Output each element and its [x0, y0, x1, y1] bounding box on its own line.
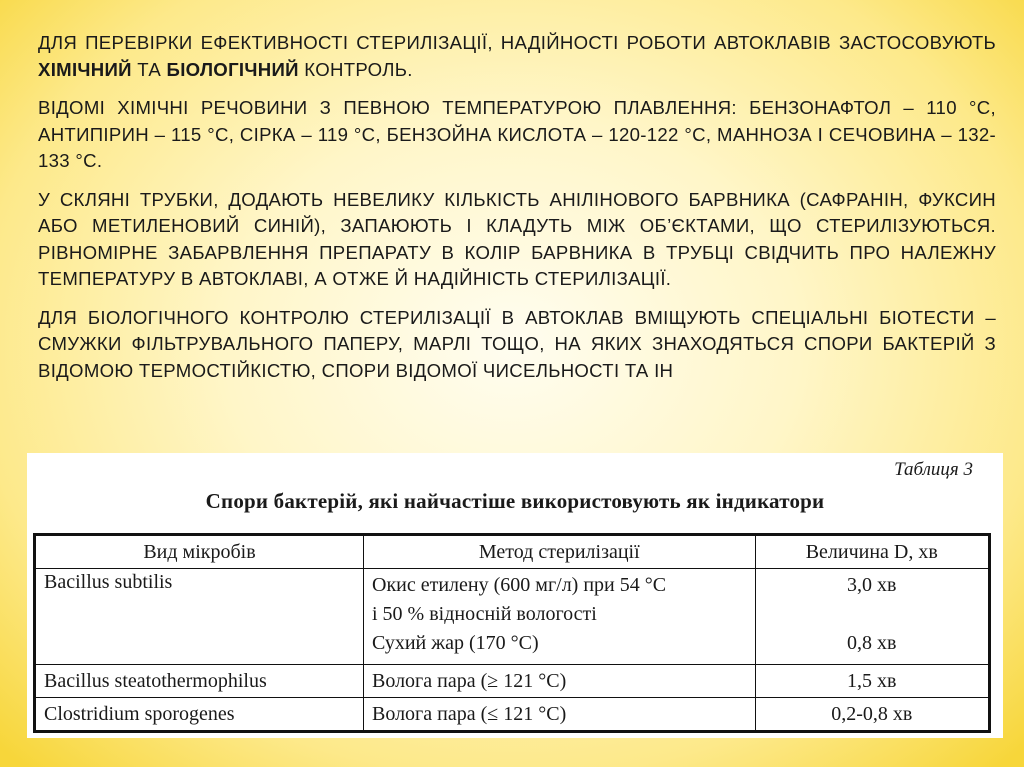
- paragraph-text: ТА: [131, 58, 167, 80]
- table-row: [35, 665, 990, 698]
- paragraph-melting-points: ВІДОМІ ХІМІЧНІ РЕЧОВИНИ З ПЕВНОЮ ТЕМПЕРАТУРОЮ ПЛАВЛЕННЯ: БЕНЗОНАФТОЛ – 110 °С, АНТИПІРИН – 115 °С, СІРКА – 119 °С, БЕНЗОЙНА КИСЛОТА – 120-122 °С, МАННОЗА І СЕЧОВИНА – 132-133 °С.: [38, 97, 996, 171]
- method-line: Окис етилену (600 мг/л) при 54 °С: [372, 574, 667, 596]
- paragraph-text: ДЛЯ ПЕРЕВІРКИ ЕФЕКТИВНОСТІ СТЕРИЛІЗАЦІЇ, НАДІЙНОСТІ РОБОТИ АВТОКЛАВІВ ЗАСТОСОВУЮТЬ: [38, 32, 996, 53]
- table-title: Спори бактерій, які найчастіше використовують як індикатори: [205, 489, 825, 513]
- table-row: [35, 569, 990, 665]
- slide-text: [38, 30, 996, 396]
- d-value: 3,0 хв: [847, 574, 897, 596]
- bold-term-biological: БІОЛОГІЧНИЙ: [166, 58, 299, 80]
- paragraph-control-intro: [38, 30, 996, 83]
- cell-d-value: 1,5 хв: [755, 665, 989, 698]
- paragraph-biotests: ДЛЯ БІОЛОГІЧНОГО КОНТРОЛЮ СТЕРИЛІЗАЦІЇ В АВТОКЛАВ ВМІЩУЮТЬ СПЕЦІАЛЬНІ БІОТЕСТИ – СМУЖКИ ФІЛЬТРУВАЛЬНОГО ПАПЕРУ, МАРЛІ ТОЩО, НА ЯКИХ ЗНАХОДЯТЬСЯ СПОРИ БАКТЕРІЙ З ВІДОМОЮ ТЕРМОСТІЙКІСТЮ, СПОРИ ВІДОМОЇ ЧИСЕЛЬНОСТІ ТА ІН: [38, 306, 996, 381]
- header-microbe: Вид мікробів: [35, 535, 364, 569]
- cell-microbe: Bacillus subtilis: [35, 569, 364, 665]
- cell-method: [364, 569, 756, 665]
- cell-method: Волога пара (≥ 121 °С): [364, 665, 756, 698]
- cell-d-value: [755, 569, 989, 665]
- header-method: Метод стерилізації: [364, 535, 756, 569]
- cell-microbe: Clostridium sporogenes: [35, 698, 364, 732]
- d-value-spacer: [764, 600, 980, 629]
- method-line: і 50 % відносній вологості: [372, 603, 597, 625]
- bold-term-chemical: ХІМІЧНИЙ: [38, 58, 132, 80]
- table-number-label: Таблиця 3: [894, 459, 973, 480]
- table-row: [35, 698, 990, 732]
- spores-table: [33, 533, 991, 733]
- table-image-panel: [27, 453, 1003, 738]
- method-line: Сухий жар (170 °С): [372, 632, 539, 654]
- header-d-value: Величина D, хв: [755, 535, 989, 569]
- d-value: 0,8 хв: [847, 632, 897, 654]
- paragraph-text: КОНТРОЛЬ.: [298, 58, 413, 80]
- cell-microbe: Bacillus steatothermophilus: [35, 665, 364, 698]
- cell-method: Волога пара (≤ 121 °С): [364, 698, 756, 732]
- cell-d-value: 0,2-0,8 хв: [755, 698, 989, 732]
- paragraph-dye-tubes: У СКЛЯНІ ТРУБКИ, ДОДАЮТЬ НЕВЕЛИКУ КІЛЬКІСТЬ АНІЛІНОВОГО БАРВНИКА (САФРАНІН, ФУКСИН АБО МЕТИЛЕНОВИЙ СИНІЙ), ЗАПАЮЮТЬ І КЛАДУТЬ МІЖ ОБ’ЄКТАМИ, ЩО СТЕРИЛІЗУЮТЬСЯ. РІВНОМІРНЕ ЗАБАРВЛЕННЯ ПРЕПАРАТУ В КОЛІР БАРВНИКА В ТРУБЦІ СВІДЧИТЬ ПРО НАЛЕЖНУ ТЕМПЕРАТУРУ В АВТОКЛАВІ, А ОТЖЕ Й НАДІЙНІСТЬ СТЕРИЛІЗАЦІЇ.: [38, 188, 996, 289]
- table-header-row: [35, 535, 990, 569]
